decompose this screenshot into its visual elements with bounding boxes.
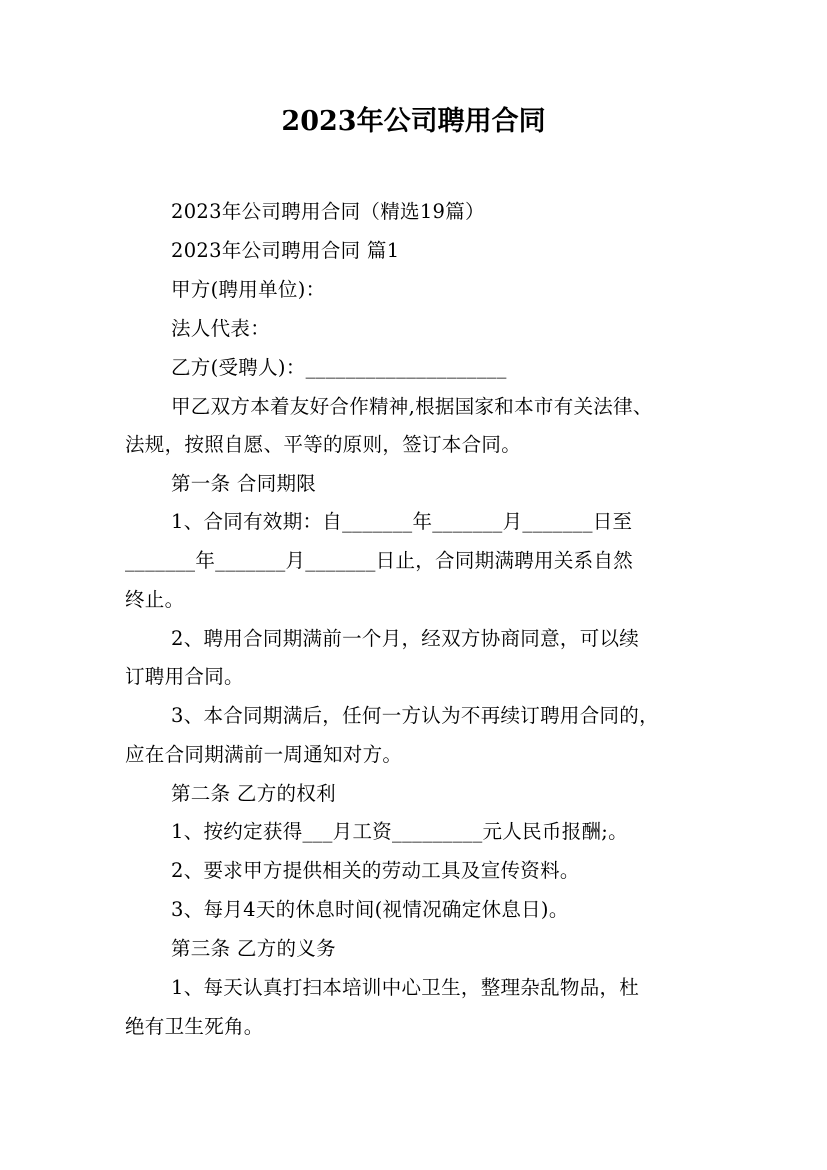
paragraph-line: 2、聘用合同期满前一个月，经双方协商同意，可以续 [171,627,640,650]
section-heading: 2023年公司聘用合同 篇1 [171,239,400,262]
paragraph-line: 应在合同期满前一周通知对方。 [125,743,403,766]
party-b-line: 乙方(受聘人)：____________________ [171,356,507,379]
article-heading: 第一条 合同期限 [171,472,317,495]
paragraph-line: 1、合同有效期：自_______年_______月_______日至 [171,510,633,533]
paragraph-line: _______年_______月_______日止，合同期满聘用关系自然 [125,549,634,572]
article-heading: 第三条 乙方的义务 [171,937,336,960]
paragraph-line: 甲乙双方本着友好合作精神,根据国家和本市有关法律、 [171,395,653,418]
paragraph-line: 2、要求甲方提供相关的劳动工具及宣传资料。 [171,859,580,882]
party-a-line: 甲方(聘用单位)： [171,278,326,301]
subtitle-line: 2023年公司聘用合同（精选19篇） [171,200,485,223]
paragraph-line: 订聘用合同。 [125,665,244,688]
paragraph-line: 3、每月4天的休息时间(视情况确定休息日)。 [171,898,569,921]
paragraph-line: 绝有卫生死角。 [125,1015,264,1038]
paragraph-line: 法规，按照自愿、平等的原则，签订本合同。 [125,433,522,456]
document-title: 2023年公司聘用合同 [281,106,546,137]
paragraph-line: 3、本合同期满后，任何一方认为不再续订聘用合同的， [171,704,659,727]
legal-rep-line: 法人代表： [171,317,271,340]
paragraph-line: 1、每天认真打扫本培训中心卫生，整理杂乱物品，杜 [171,976,640,999]
paragraph-line: 终止。 [125,588,185,611]
paragraph-line: 1、按约定获得___月工资_________元人民币报酬;。 [171,820,628,843]
article-heading: 第二条 乙方的权利 [171,782,336,805]
